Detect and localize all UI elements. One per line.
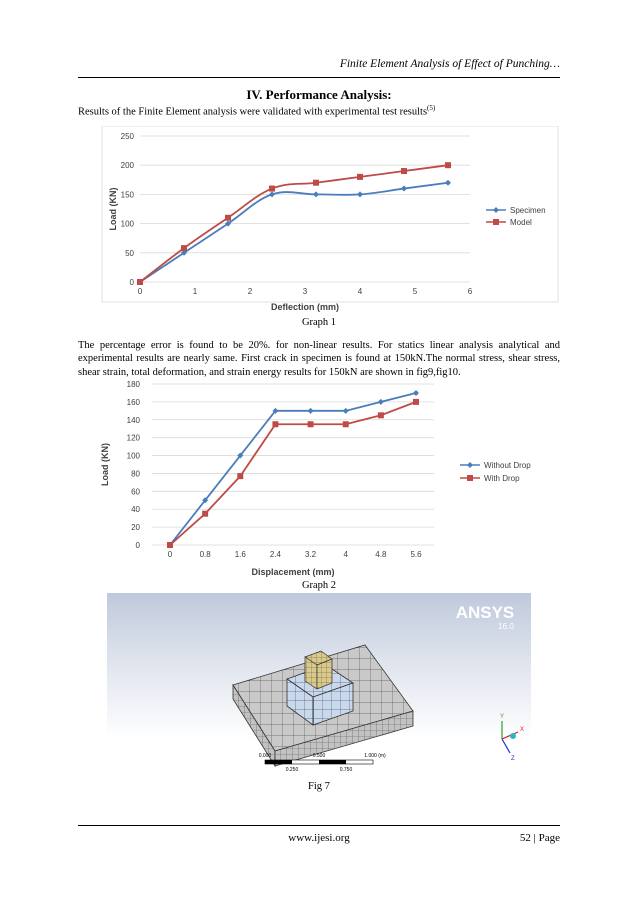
data-point bbox=[343, 408, 349, 414]
y-tick-label: 0 bbox=[135, 541, 140, 550]
body-paragraph: The percentage error is found to be 20%. for non-linear results. For statics linear analysis analytical and experimental results are nearly same. First crack in specimen is found at 150kN.The normal stress, shear stress, shear strain, total deformation, and strain energy results for 150kN are shown in fig9,fig10. bbox=[78, 340, 560, 378]
ansys-logo: ANSYS bbox=[455, 603, 515, 622]
legend-label: Specimen bbox=[510, 206, 546, 215]
x-tick-label: 4 bbox=[357, 287, 363, 296]
y-tick-label: 200 bbox=[120, 161, 134, 171]
section-title: IV. Performance Analysis: bbox=[246, 87, 392, 102]
data-point bbox=[225, 215, 231, 221]
intro-text: Results of the Finite Element analysis were validated with experimental test results bbox=[78, 106, 428, 118]
y-tick-label: 100 bbox=[120, 219, 134, 229]
y-tick-label: 150 bbox=[120, 190, 134, 200]
x-tick-label: 4.8 bbox=[375, 550, 387, 559]
graph1-chart bbox=[78, 126, 560, 312]
x-tick-label: 6 bbox=[467, 287, 473, 296]
x-axis-label: Deflection (mm) bbox=[270, 302, 340, 312]
y-tick-label: 40 bbox=[131, 505, 140, 515]
y-tick-label: 80 bbox=[131, 469, 140, 479]
y-axis-label: Load (KN) bbox=[100, 443, 110, 486]
data-point bbox=[308, 408, 314, 414]
scale-label-1: 0.500 bbox=[312, 753, 326, 759]
axis-y-label: Y bbox=[500, 714, 505, 720]
y-tick-label: 100 bbox=[126, 451, 140, 461]
scale-label-4: 0.750 bbox=[339, 767, 353, 773]
data-point bbox=[445, 162, 451, 168]
data-point bbox=[167, 542, 173, 548]
legend-label: Without Drop bbox=[484, 461, 531, 470]
y-tick-label: 180 bbox=[126, 380, 140, 389]
header-rule bbox=[78, 77, 560, 78]
x-tick-label: 1.6 bbox=[234, 550, 246, 559]
y-tick-label: 50 bbox=[125, 248, 134, 258]
data-point bbox=[272, 421, 278, 427]
data-point bbox=[413, 399, 419, 405]
graph2-caption: Graph 2 bbox=[301, 580, 337, 591]
x-tick-label: 0 bbox=[137, 287, 143, 296]
x-axis-label: Displacement (mm) bbox=[251, 567, 335, 577]
footer-rule bbox=[78, 825, 560, 826]
fig7-ansys-mesh bbox=[107, 593, 531, 776]
data-point bbox=[202, 511, 208, 517]
intro-sentence bbox=[78, 104, 435, 118]
x-tick-label: 2.4 bbox=[269, 550, 281, 559]
axis-z-label: Z bbox=[511, 756, 515, 762]
y-tick-label: 0 bbox=[129, 278, 134, 287]
data-point bbox=[413, 390, 419, 396]
triad-icon bbox=[500, 714, 524, 762]
x-tick-label: 5.6 bbox=[410, 550, 422, 559]
running-header: Finite Element Analysis of Effect of Punching… bbox=[339, 58, 560, 70]
legend-marker bbox=[493, 219, 499, 225]
data-point bbox=[378, 399, 384, 405]
scale-label-0: 0.000 bbox=[258, 753, 272, 759]
data-point bbox=[357, 174, 363, 180]
fig7-caption: Fig 7 bbox=[308, 781, 330, 792]
y-tick-label: 60 bbox=[131, 487, 140, 497]
footer-url: www.ijesi.org bbox=[288, 832, 350, 844]
x-tick-label: 3.2 bbox=[305, 550, 317, 559]
y-axis-label: Load (KN) bbox=[108, 187, 118, 231]
graph2-chart bbox=[96, 378, 542, 578]
data-point bbox=[378, 412, 384, 418]
data-point bbox=[343, 421, 349, 427]
data-point bbox=[237, 473, 243, 479]
y-tick-label: 250 bbox=[120, 132, 134, 141]
fig7-mesh-drawing bbox=[107, 593, 531, 776]
x-tick-label: 5 bbox=[412, 287, 418, 296]
y-tick-label: 140 bbox=[126, 415, 140, 425]
legend-marker bbox=[467, 462, 473, 468]
scale-label-2: 1.000 (m) bbox=[364, 753, 386, 759]
footer-page-number: 52 | Page bbox=[519, 832, 560, 844]
graph1-caption: Graph 1 bbox=[301, 317, 337, 328]
ansys-version: 16.0 bbox=[498, 622, 514, 631]
x-tick-label: 0 bbox=[167, 550, 173, 559]
axis-x-label: X bbox=[520, 727, 525, 733]
data-point bbox=[181, 245, 187, 251]
legend-label: With Drop bbox=[484, 474, 520, 483]
legend-marker bbox=[467, 475, 473, 481]
data-point bbox=[313, 180, 319, 186]
data-point bbox=[401, 168, 407, 174]
x-tick-label: 0.8 bbox=[199, 550, 211, 559]
y-tick-label: 120 bbox=[126, 433, 140, 443]
chart-frame bbox=[102, 126, 558, 302]
scale-label-3: 0.250 bbox=[285, 767, 299, 773]
data-point bbox=[269, 186, 275, 192]
x-tick-label: 2 bbox=[247, 287, 253, 296]
reference-marker: (5) bbox=[427, 104, 436, 112]
x-tick-label: 3 bbox=[302, 287, 308, 296]
legend-label: Model bbox=[510, 218, 532, 227]
y-tick-label: 20 bbox=[131, 523, 140, 533]
data-point bbox=[308, 421, 314, 427]
x-tick-label: 1 bbox=[192, 287, 198, 296]
x-tick-label: 4 bbox=[343, 550, 348, 559]
data-point bbox=[137, 279, 143, 285]
y-tick-label: 160 bbox=[126, 397, 140, 407]
